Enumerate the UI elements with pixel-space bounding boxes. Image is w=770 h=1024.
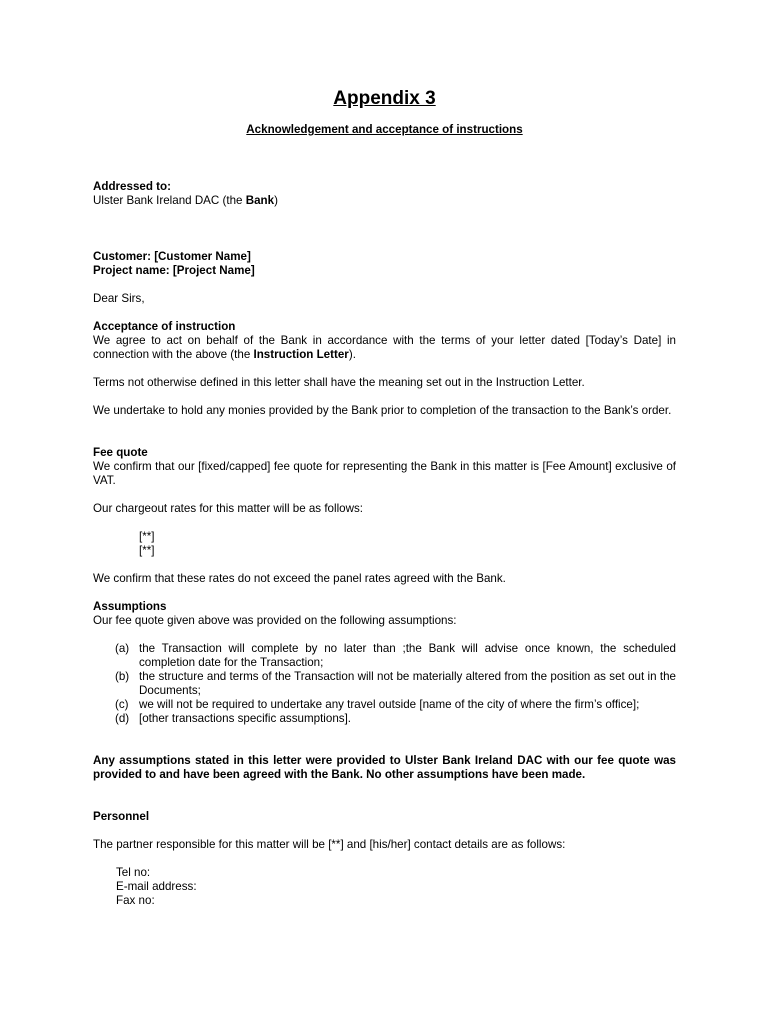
- contact-tel-label: Tel no:: [116, 866, 151, 879]
- contact-details: [116, 866, 197, 908]
- acceptance-section: [93, 320, 676, 362]
- terms-paragraph: Terms not otherwise defined in this letter shall have the meaning set out in the Instruction Letter.: [93, 376, 585, 389]
- list-item-text: we will not be required to undertake any travel outside [name of the city of where the firm’s office];: [139, 698, 640, 711]
- fee-section: [93, 446, 676, 488]
- acceptance-close: ).: [348, 348, 356, 361]
- list-item: [115, 712, 676, 726]
- list-item-label: (a): [115, 642, 130, 655]
- rate-item: [**]: [139, 544, 155, 557]
- customer-line: Customer: [Customer Name]: [93, 250, 251, 263]
- assumptions-list: [115, 642, 676, 726]
- page-subtitle: Acknowledgement and acceptance of instructions: [246, 123, 523, 136]
- list-item-label: (b): [115, 670, 130, 683]
- personnel-paragraph: The partner responsible for this matter will be [**] and [his/her] contact details are as follows:: [93, 838, 566, 851]
- list-item-text: the Transaction will complete by no later than ;the Bank will advise once known, the scheduled completion date for the Transaction;: [139, 642, 676, 669]
- rates-list: [139, 530, 154, 558]
- undertake-paragraph: We undertake to hold any monies provided by the Bank prior to completion of the transaction to the Bank’s order.: [93, 404, 672, 417]
- project-line: Project name: [Project Name]: [93, 264, 255, 277]
- addressed-block: [93, 180, 676, 208]
- salutation: Dear Sirs,: [93, 292, 145, 305]
- fee-paragraph: We confirm that our [fixed/capped] fee quote for representing the Bank in this matter is [Fee Amount] exclusive of VAT.: [93, 460, 676, 487]
- rate-item: [**]: [139, 530, 155, 543]
- list-item-text: [other transactions specific assumptions].: [139, 712, 352, 725]
- contact-email-label: E-mail address:: [116, 880, 197, 893]
- assumptions-note: Any assumptions stated in this letter were provided to Ulster Bank Ireland DAC with our fee quote was provided to and have been agreed with the Bank. No other assumptions have been made.: [93, 754, 676, 781]
- assumptions-heading: Assumptions: [93, 600, 167, 613]
- list-item: [115, 698, 676, 712]
- list-item-text: the structure and terms of the Transaction will not be materially altered from the position as set out in the Documents;: [139, 670, 676, 697]
- acceptance-text: We agree to act on behalf of the Bank in accordance with the terms of your letter dated [Today’s Date] in connection with the above (the: [93, 334, 676, 361]
- addressee-line: [93, 194, 676, 208]
- personnel-heading: Personnel: [93, 810, 150, 823]
- acceptance-heading: Acceptance of instruction: [93, 320, 236, 333]
- list-item-label: (c): [115, 698, 129, 711]
- assumptions-section: [93, 600, 676, 628]
- rates-confirm: We confirm that these rates do not exceed the panel rates agreed with the Bank.: [93, 572, 506, 585]
- addressee-defined-term: Bank: [245, 194, 275, 207]
- addressed-label: Addressed to:: [93, 180, 171, 193]
- page-title: Appendix 3: [333, 88, 436, 109]
- list-item: [115, 670, 676, 698]
- addressee-close: ): [274, 194, 278, 207]
- addressee-text: Ulster Bank Ireland DAC (the: [93, 194, 246, 207]
- rates-intro: Our chargeout rates for this matter will be as follows:: [93, 502, 363, 515]
- acceptance-paragraph: [93, 334, 676, 362]
- list-item-label: (d): [115, 712, 130, 725]
- instruction-letter-term: Instruction Letter: [253, 348, 349, 361]
- assumptions-intro: Our fee quote given above was provided on the following assumptions:: [93, 614, 457, 627]
- list-item: [115, 642, 676, 670]
- contact-fax-label: Fax no:: [116, 894, 155, 907]
- fee-heading: Fee quote: [93, 446, 148, 459]
